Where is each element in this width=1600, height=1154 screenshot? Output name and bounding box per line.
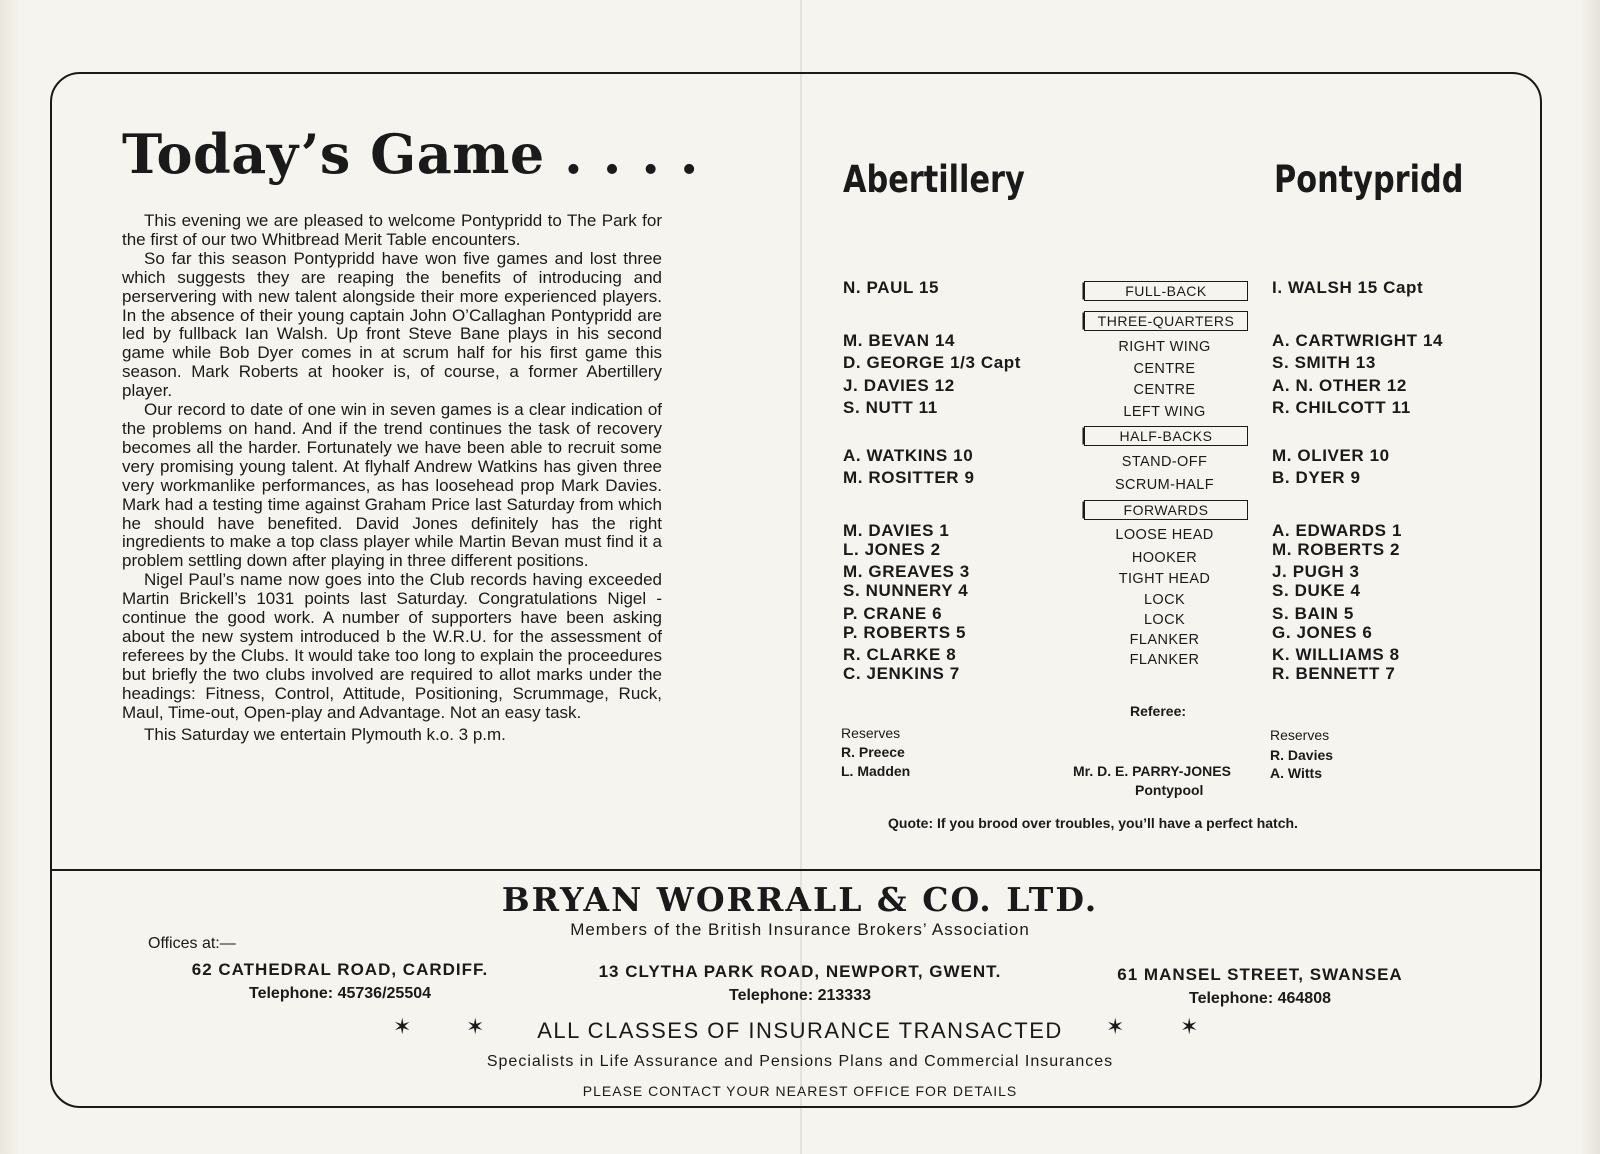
position-label: RIGHT WING [1118,339,1211,355]
away-player: R. CHILCOTT 11 [1272,398,1411,417]
home-reserves-label: Reserves [841,725,901,741]
referee-club: Pontypool [1135,782,1204,798]
position-label: LOOSE HEAD [1115,527,1214,543]
position-label: STAND-OFF [1121,454,1208,470]
position-label: HOOKER [1131,550,1198,566]
away-player: K. WILLIAMS 8 [1272,645,1400,664]
star-icon: ✶ [466,1014,485,1039]
position-label: TIGHT HEAD [1118,571,1211,587]
home-player: J. DAVIES 12 [843,376,955,395]
office-telephone: Telephone: 213333 [729,987,871,1004]
away-player: A. CARTWRIGHT 14 [1272,331,1444,350]
section-label-forwards: FORWARDS [1084,500,1248,520]
home-player: M. ROSITTER 9 [843,468,975,487]
away-player: S. BAIN 5 [1272,604,1354,623]
referee-label: Referee: [1130,703,1187,719]
away-player: S. DUKE 4 [1272,581,1361,600]
away-player: R. BENNETT 7 [1272,664,1396,683]
advert-company-name: BRYAN WORRALL & CO. LTD. [501,880,1099,919]
away-reserve: A. Witts [1270,765,1322,781]
away-reserve: R. Davies [1270,747,1334,763]
home-team-heading: Abertillery [843,158,1025,201]
office-swansea [1100,965,1420,1008]
home-player: C. JENKINS 7 [843,664,960,683]
advert-membership: Members of the British Insurance Brokers’ Association [570,920,1030,939]
footer-divider [50,869,1542,871]
home-player: R. CLARKE 8 [843,645,957,664]
contact-line: PLEASE CONTACT YOUR NEAREST OFFICE FOR DETAILS [582,1083,1018,1099]
article-paragraph: Our record to date of one win in seven games is a clear indication of the problems on hand. And if the trend continues the task of recovery becomes all the harder. Fortunately we have been able to recruit some very promising young talent. At flyhalf Andrew Watkins has given three very workmanlike performances, as has loosehead prop Mark Davies. Mark had a testing time against Graham Price last Saturday from which he should have benefited. David Jones definitely has the right ingredients to make a top class player while Martin Bevan must find it a problem settling down after playing in three different positions. [122,400,662,571]
away-player: G. JONES 6 [1272,623,1373,642]
star-icon: ✶ [1180,1014,1199,1039]
insurance-classes: ALL CLASSES OF INSURANCE TRANSACTED [537,1018,1063,1043]
specialists-line: Specialists in Life Assurance and Pensions Plans and Commercial Insurances [486,1053,1114,1070]
office-telephone: Telephone: 464808 [1189,990,1331,1007]
home-player: L. JONES 2 [843,540,941,559]
home-player: M. DAVIES 1 [843,521,950,540]
position-label: LEFT WING [1123,404,1206,420]
home-reserve: R. Preece [841,744,905,760]
position-label: CENTRE [1133,382,1196,398]
section-label-half-backs: HALF-BACKS [1084,426,1248,446]
home-player: S. NUTT 11 [843,398,938,417]
position-label: CENTRE [1133,361,1196,377]
home-player: S. NUNNERY 4 [843,581,969,600]
home-player: M. GREAVES 3 [843,562,970,581]
away-player: A. EDWARDS 1 [1272,521,1402,540]
away-player: A. N. OTHER 12 [1272,376,1407,395]
home-player: D. GEORGE 1/3 Capt [843,353,1022,372]
star-icon: ✶ [1106,1014,1125,1039]
quote: Quote: If you brood over troubles, you’ll have a perfect hatch. [888,815,1298,831]
article-paragraph: This evening we are pleased to welcome Pontypridd to The Park for the first of our two Whitbread Merit Table encounters. [122,211,662,249]
offices-label: Offices at:— [148,935,236,952]
office-telephone: Telephone: 45736/25504 [248,985,432,1002]
away-reserves-label: Reserves [1270,727,1330,743]
position-label: FLANKER [1129,632,1200,648]
office-address: 61 MANSEL STREET, SWANSEA [1117,965,1403,984]
office-cardiff [170,960,510,1003]
home-player: P. CRANE 6 [843,604,943,623]
section-label-three-quarters: THREE-QUARTERS [1084,311,1248,331]
match-notes-article [122,212,662,745]
section-label-full-back: FULL-BACK [1084,281,1248,301]
away-player: I. WALSH 15 Capt [1272,278,1424,297]
position-label: FLANKER [1129,652,1200,668]
away-team-heading: Pontypridd [1274,158,1464,201]
office-address: 62 CATHEDRAL ROAD, CARDIFF. [191,960,489,979]
next-fixture-note: This Saturday we entertain Plymouth k.o. 3 p.m. [144,725,506,745]
home-player: M. BEVAN 14 [843,331,956,350]
position-label: SCRUM-HALF [1114,477,1215,493]
away-player: S. SMITH 13 [1272,353,1376,372]
home-reserve: L. Madden [841,763,911,779]
office-address: 13 CLYTHA PARK ROAD, NEWPORT, GWENT. [598,962,1002,981]
away-player: M. OLIVER 10 [1272,446,1390,465]
position-label: LOCK [1143,592,1186,608]
article-paragraph: So far this season Pontypridd have won five games and lost three which suggests they are reaping the benefits of introducing and perservering with new talent alongside their more experienced players. In the absence of their young captain John O’Callaghan Pontypridd are led by fullback Ian Walsh. Up front Steve Bane plays in his second game while Bob Dyer comes in at scrum half for his first game this season. Mark Roberts at hooker is, of course, a former Abertillery player. [122,248,662,401]
away-player: M. ROBERTS 2 [1272,540,1401,559]
article-paragraph: Nigel Paul’s name now goes into the Club records having exceeded Martin Brickell’s 1031 points last Saturday. Congratulations Nigel - continue the good work. A number of supporters have been asking about the new system introduced b the W.R.U. for the assessment of referees by the Clubs. It would take too long to explain the proceedures but briefly the two clubs involved are required to allot marks under the headings: Fitness, Control, Attitude, Positioning, Scrummage, Ruck, Maul, Time-out, Open-play and Advantage. Not an easy task. [122,570,662,722]
page-title: Today’s Game . . . . [122,122,700,186]
home-player: N. PAUL 15 [843,278,940,297]
away-player: J. PUGH 3 [1272,562,1360,581]
home-player: P. ROBERTS 5 [843,623,967,642]
referee-name: Mr. D. E. PARRY-JONES [1073,763,1231,779]
star-icon: ✶ [393,1014,412,1039]
office-newport [580,962,1020,1005]
position-label: LOCK [1143,612,1186,628]
away-player: B. DYER 9 [1272,468,1361,487]
home-player: A. WATKINS 10 [843,446,974,465]
